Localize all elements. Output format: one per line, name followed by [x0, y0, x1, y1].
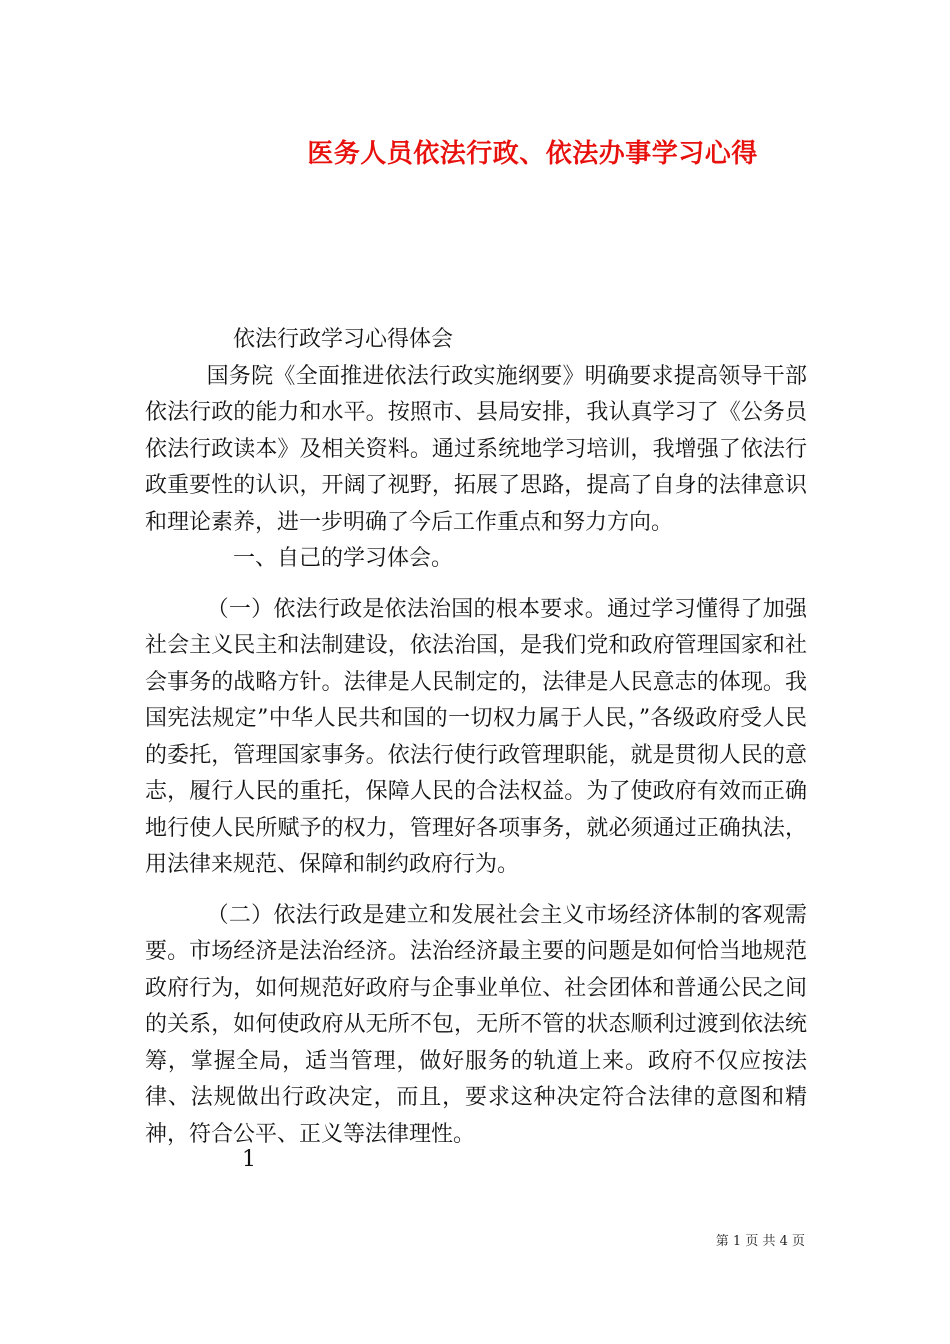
document-title: 医务人员依法行政、依法办事学习心得	[307, 139, 758, 169]
section-heading: 一、自己的学习体会。	[233, 546, 454, 571]
page-footer: 第 1 页 共 4 页	[715, 1234, 805, 1249]
intro-paragraph: 国务院《全面推进依法行政实施纲要》明确要求提高领导干部依法行政的能力和水平。按照市、县局安排，我认真学习了《公务员依法行政读本》及相关资料。通过系统地学习培训，我增强了依法行政重要性的认识，开阔了视野，拓展了思路，提高了自身的法律意识和理论素养，进一步明确了今后工作重点和努力方向。	[145, 363, 807, 535]
section-paragraph-1: （一）依法行政是依法治国的根本要求。通过学习懂得了加强社会主义民主和法制建设，依法治国，是我们党和政府管理国家和社会事务的战略方针。法律是人民制定的，法律是人民意志的体现。我国宪法规定”中华人民共和国的一切权力属于人民，”各级政府受人民的委托，管理国家事务。依法行使行政管理职能，就是贯彻人民的意志，履行人民的重托，保障人民的合法权益。为了使政府有效而正确地行使人民所赋予的权力，管理好各项事务，就必须通过正确执法，用法律来规范、保障和制约政府行为。	[145, 596, 807, 877]
page-number: 1	[242, 1147, 256, 1172]
subheading: 依法行政学习心得体会	[233, 327, 454, 352]
document-body	[145, 322, 807, 1153]
section-paragraph-2: （二）依法行政是建立和发展社会主义市场经济体制的客观需要。市场经济是法治经济。法治经济最主要的问题是如何恰当地规范政府行为，如何规范好政府与企事业单位、社会团体和普通公民之间的关系，如何使政府从无所不包，无所不管的状态顺利过渡到依法统筹，掌握全局，适当管理，做好服务的轨道上来。政府不仅应按法律、法规做出行政决定，而且，要求这种决定符合法律的意图和精神，符合公平、正义等法律理性。	[145, 902, 807, 1147]
